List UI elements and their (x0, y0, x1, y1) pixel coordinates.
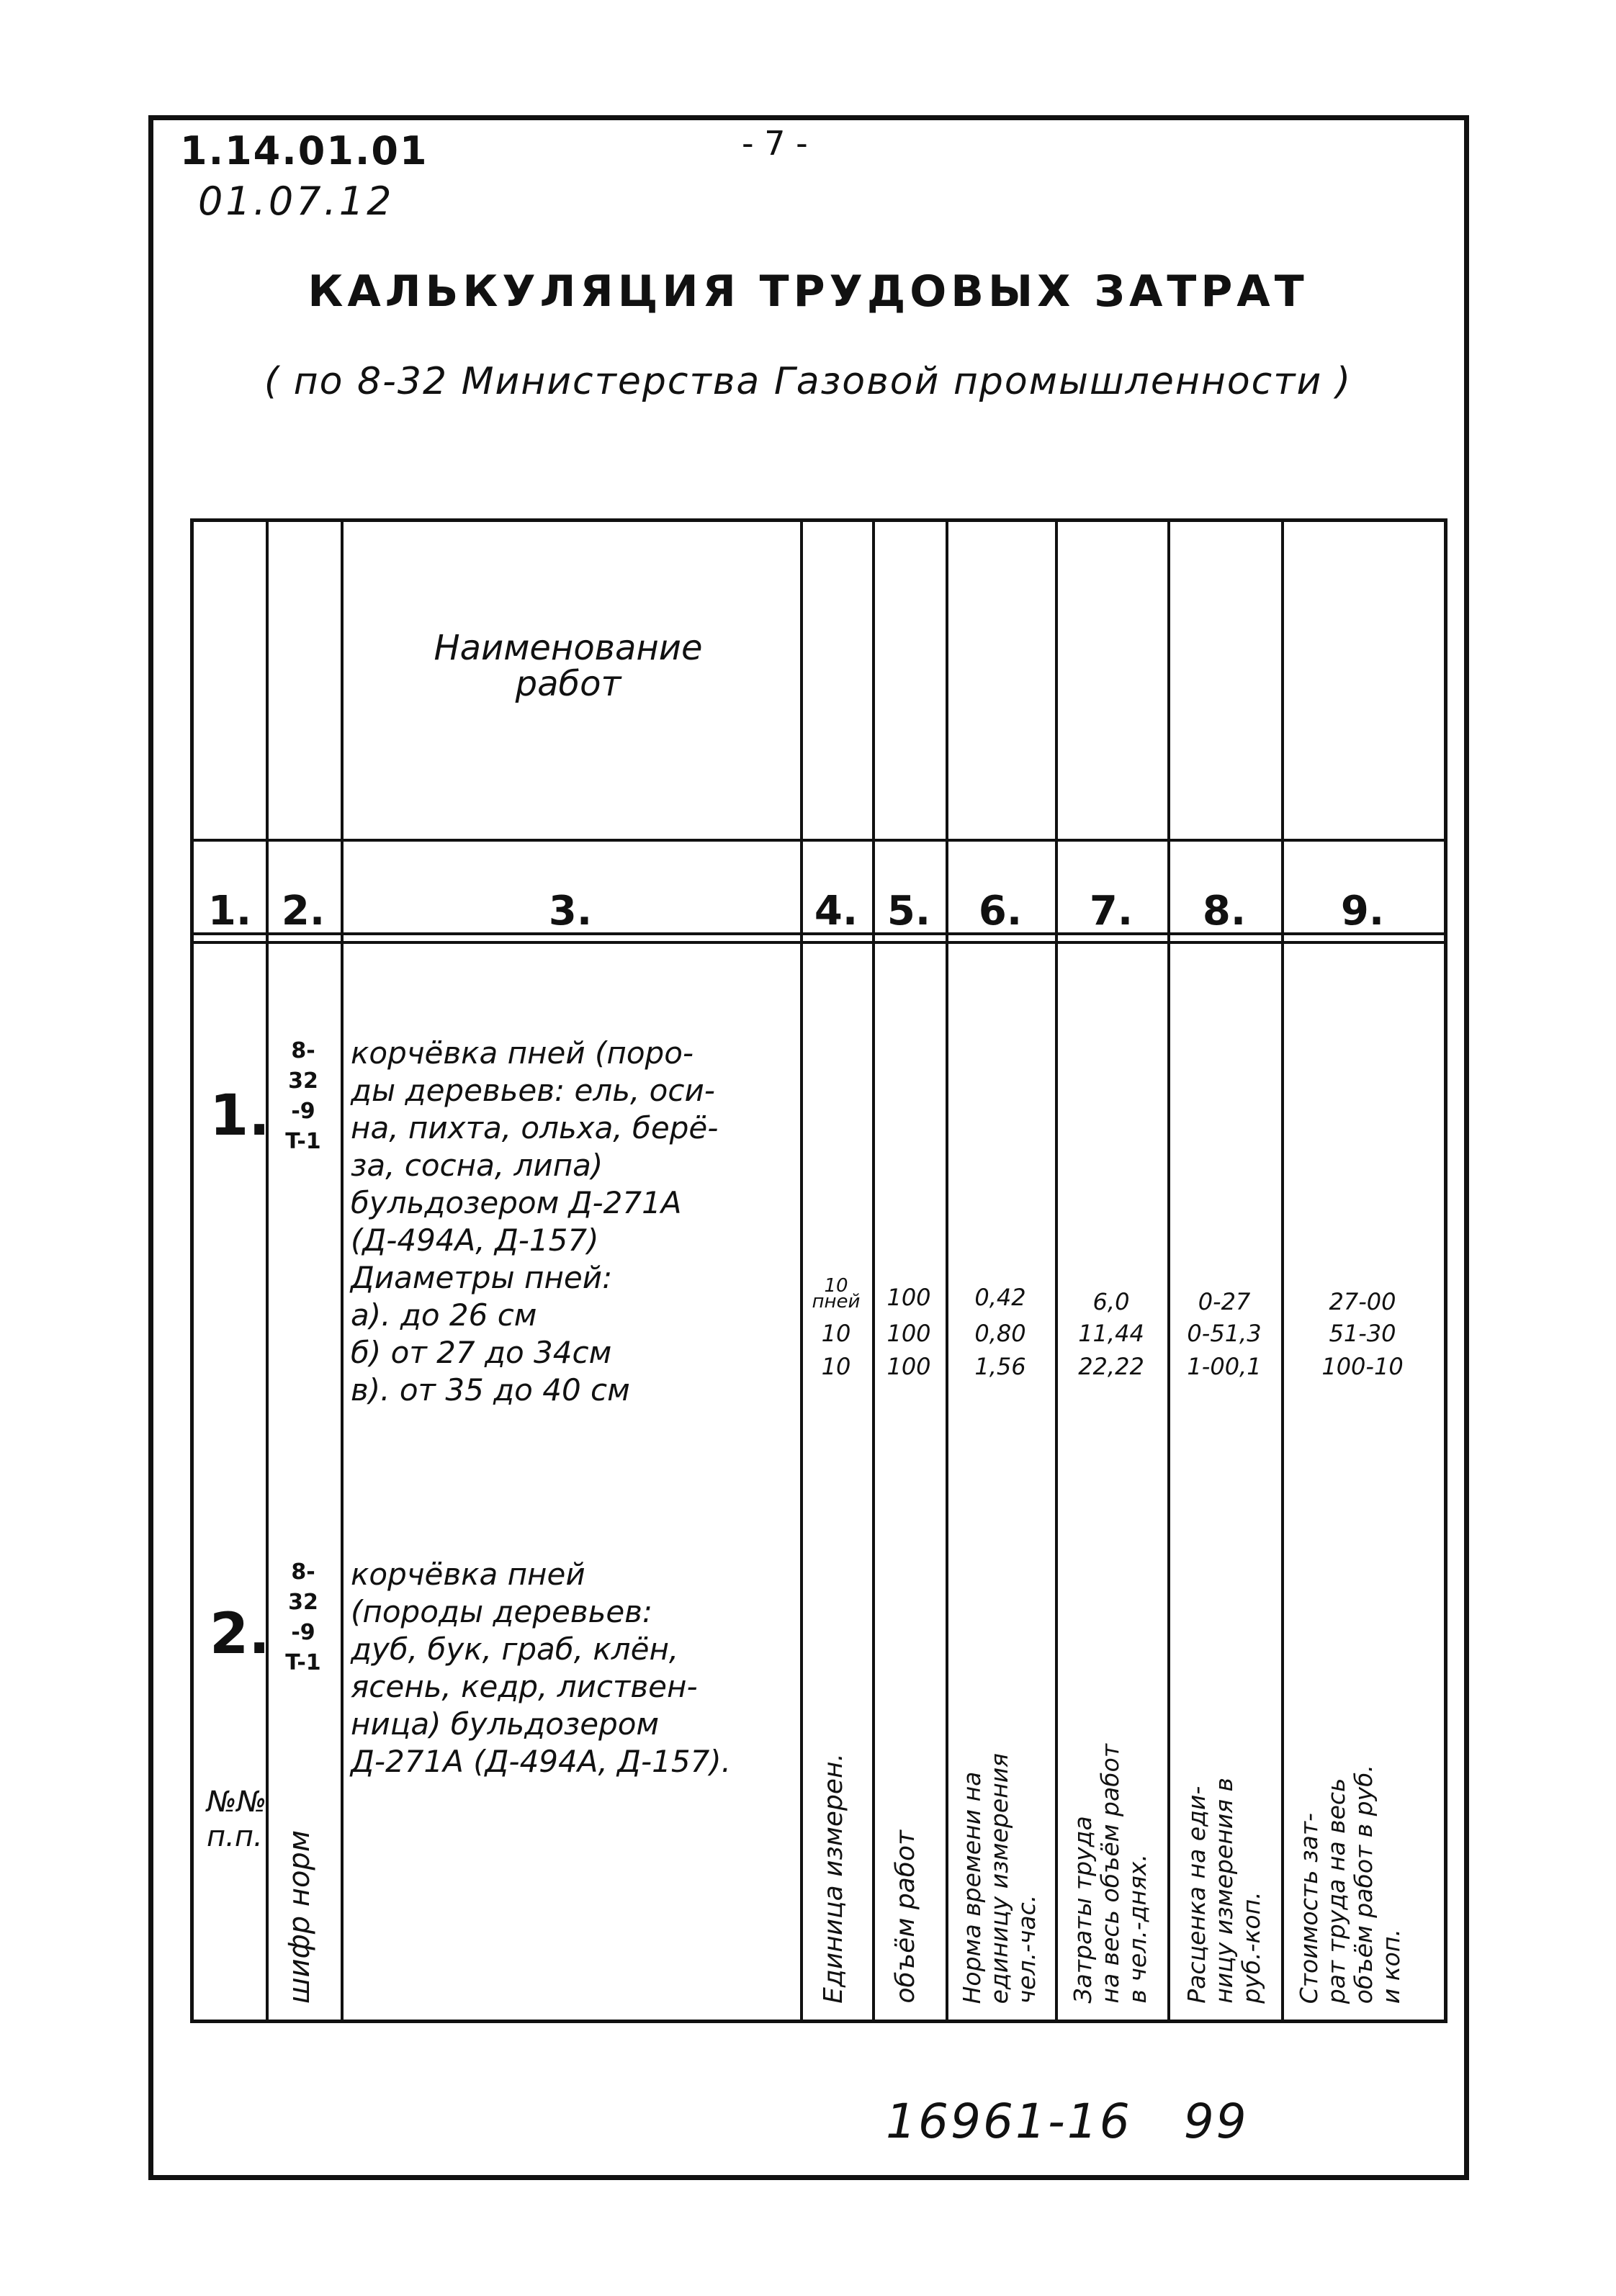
header-work-name: Наименование работ (434, 628, 703, 704)
col-divider (1167, 522, 1170, 2020)
col-divider (800, 522, 803, 2020)
col-divider (1055, 522, 1058, 2020)
col-divider (872, 522, 875, 2020)
doc-code: 1.14.01.01 (180, 128, 428, 174)
rate-cell: 1-00,1 (1187, 1353, 1262, 1380)
page-number: - 7 - (742, 124, 808, 163)
header-cost: Стоимость зат- рат труда на весь объём работ в руб. и коп. (1295, 1764, 1405, 2004)
col-number: 9. (1340, 888, 1385, 935)
col-number: 4. (814, 888, 858, 935)
footer-stamp: 16961-16 99 (886, 2094, 1249, 2149)
header-time-norm: Норма времени на единицу измерения чел.-час. (958, 1752, 1041, 2004)
norm-code: 8- 32 -9 T-1 (285, 1559, 321, 1675)
cost-cell: 100-10 (1321, 1353, 1404, 1380)
unit-cell: 10 пней (812, 1275, 861, 1313)
labor-cell: 6,0 (1092, 1288, 1130, 1315)
rate-cell: 0-27 (1198, 1288, 1251, 1315)
col-number: 7. (1089, 888, 1134, 935)
col-number: 6. (978, 888, 1023, 935)
volume-cell: 100 (886, 1353, 931, 1380)
norm-cell: 0,42 (974, 1284, 1026, 1311)
volume-cell: 100 (886, 1320, 931, 1347)
col-divider (946, 522, 948, 2020)
col-number: 5. (886, 888, 931, 935)
header-volume: объём работ (891, 1830, 920, 2004)
col-number: 2. (281, 888, 326, 935)
header-code: шифр норм (283, 1829, 316, 2004)
header-unit: Единица измерен. (819, 1753, 848, 2004)
cost-cell: 51-30 (1329, 1320, 1396, 1347)
labor-cell: 22,22 (1078, 1353, 1144, 1380)
col-number: 3. (548, 888, 593, 935)
row-divider (194, 941, 1444, 944)
rate-cell: 0-51,3 (1187, 1320, 1262, 1347)
unit-cell: 10 (821, 1320, 851, 1347)
cost-cell: 27-00 (1329, 1288, 1396, 1315)
norm-code: 8- 32 -9 T-1 (285, 1038, 321, 1154)
col-number: 8. (1202, 888, 1247, 935)
doc-subcode: 01.07.12 (198, 179, 395, 224)
volume-cell: 100 (886, 1284, 931, 1311)
row-number: 2. (210, 1602, 270, 1667)
norm-cell: 1,56 (974, 1353, 1026, 1380)
work-description: корчёвка пней (породы деревьев: дуб, бук, граб, клён, ясень, кедр, листвен- ница) бульдозером Д-271А (Д-494А, Д-157). (351, 1557, 732, 1779)
header-labor: Затраты труда на весь объём работ в чел.-днях. (1069, 1744, 1152, 2004)
work-description: корчёвка пней (поро- ды деревьев: ель, оси- на, пихта, ольха, берё- за, сосна, липа) бульдозером Д-271А (Д-494А, Д-157) Диаметры пней: а). до 26 см б) от 27 до 34см в). от 35 до 40 см (351, 1035, 719, 1408)
labor-cost-table (190, 518, 1447, 2023)
header-rate: Расценка на еди- ницу измерения в руб.-коп. (1182, 1778, 1265, 2004)
page-title: КАЛЬКУЛЯЦИЯ ТРУДОВЫХ ЗАТРАТ (308, 266, 1308, 317)
col-divider (1281, 522, 1284, 2020)
labor-cell: 11,44 (1078, 1320, 1144, 1347)
page-subtitle: ( по 8-32 Министерства Газовой промышленности ) (264, 360, 1352, 403)
header-num: №№ п.п. (207, 1786, 267, 1853)
norm-cell: 0,80 (974, 1320, 1026, 1347)
unit-cell: 10 (821, 1353, 851, 1380)
row-divider (194, 839, 1444, 842)
col-number: 1. (207, 888, 252, 935)
col-divider (341, 522, 344, 2020)
row-number: 1. (210, 1084, 270, 1148)
